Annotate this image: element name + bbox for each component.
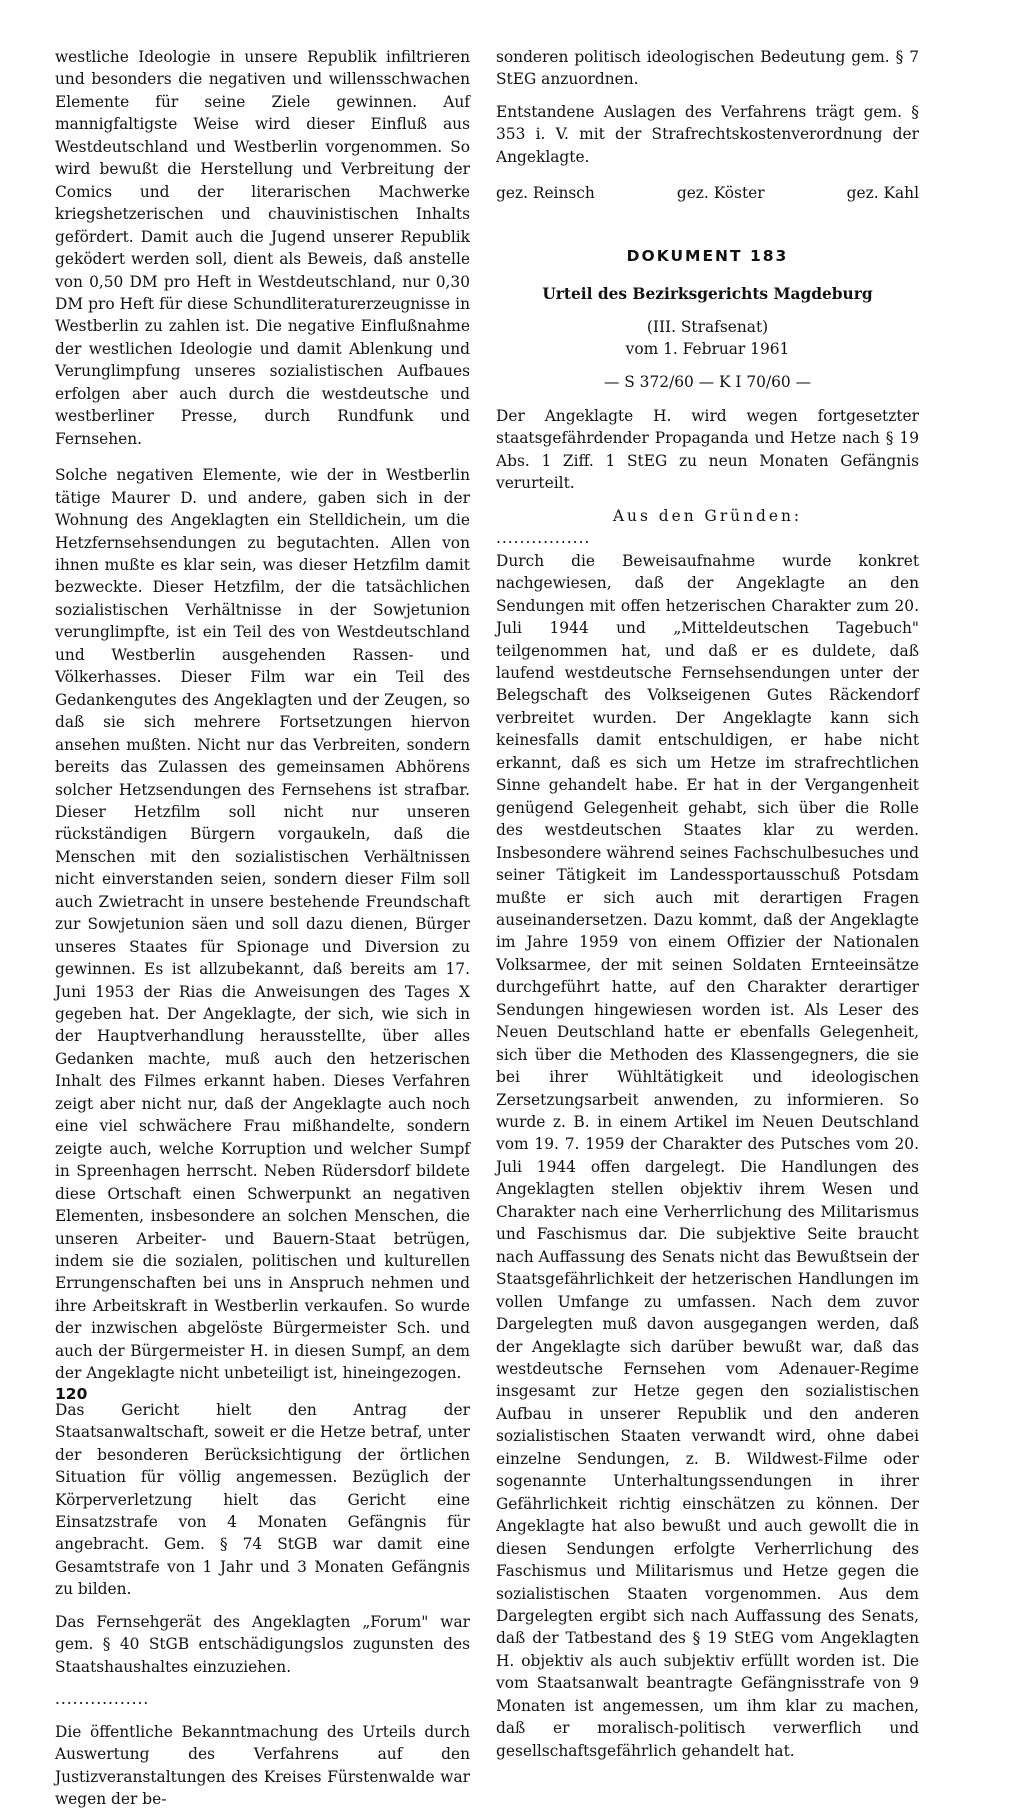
case-reference: — S 372/60 — K I 70/60 — [603,372,812,391]
paragraph-tv-confiscation: Das Fernsehgerät des Angeklagten „Forum" war gem. § 40 StGB entschädigungslos zugunsten des Staatshaushaltes einzuziehen. [55,1612,470,1676]
paragraph-costs: Entstandene Auslagen des Verfahrens trägt gem. § 353 i. V. mit der Strafrechtskostenverordnung der Angeklagte. [496,102,919,166]
signatures [496,182,919,204]
court-heading: Urteil des Bezirksgerichts Magdeburg [542,285,873,304]
left-column [55,46,470,1810]
paragraph-reasons: Durch die Beweisaufnahme wurde konkret nachgewiesen, daß der Angeklagte an den Sendungen mit offen hetzerischen Charakter zum 20. Juli 1944 und „Mitteldeutschen Tagebuch" teilgenommen hat, und daß er es duldete, daß laufend westdeutsche Fernsehsendungen unter der Belegschaft des Volkseigenen Gutes Räckendorf verbreitet wurden. Der Angeklagte kann sich keinesfalls damit entschuldigen, er habe nicht erkannt, daß es sich um Hetze im strafrechtlichen Sinne gehandelt habe. Er hat in der Vergangenheit genügend Gelegenheit gehabt, sich über die Rolle des westdeutschen Staates klar zu werden. Insbesondere während seines Fachschulbesuches und seiner Tätigkeit im Landessportausschuß Potsdam mußte er sich auch mit derartigen Fragen auseinandersetzen. Dazu kommt, daß der Angeklagte im Jahre 1959 von einem Offizier der Nationalen Volksarmee, der mit seinen Soldaten Ernteeinsätze durchgeführt hatte, auf den Charakter derartiger Sendungen hingewiesen worden ist. Als Leser des Neuen Deutschland hatte er ebenfalls Gelegenheit, sich über die Methoden des Klassengegners, die sie bei ihrer Wühltätigkeit und ideologischen Zersetzungsarbeit anwenden, zu informieren. So wurde z. B. in einem Artikel im Neuen Deutschland vom 19. 7. 1959 der Charakter des Putsches vom 20. Juli 1944 offen dargelegt. Die Handlungen des Angeklagten stellen objektiv ihrem Wesen und Charakter nach eine Verherrlichung des Militarismus und Faschismus dar. Die subjektive Seite braucht nach Auffassung des Senats nicht das Bewußtsein der Staatsgefährlichkeit der hetzerischen Handlungen im vollen Umfange zu umfassen. Nach dem zuvor Dargelegten muß davon ausgegangen werden, daß der Angeklagte sich darüber bewußt war, daß das westdeutsche Fernsehen vom Adenauer-Regime insgesamt zur Hetze gegen den sozialistischen Aufbau in unserer Republik und den anderen sozialistischen Staaten verwandt wird, ohne dabei einzelne Sendungen, z. B. Wildwest-Filme oder sogenannte Unterhaltungssendungen in ihrer Gefährlichkeit richtig einschätzen zu können. Der Angeklagte hat also bewußt und auch gewollt die in diesen Sendungen erfolgte Verherrlichung des Faschismus und Militarismus und Hetze gegen die sozialistischen Staaten vorgenommen. Aus dem Dargelegten ergibt sich nach Auffassung des Senats, daß der Tatbestand des § 19 StEG vom Angeklagten H. objektiv als auch subjektiv erfüllt worden ist. Die vom Staatsanwalt beantragte Gefängnisstrafe von 9 Monaten ist angemessen, um ihm klar zu machen, daß er moralisch-politisch verwerflich und gesellschaftsgefährlich gehandelt hat. [496,551,919,1760]
verdict-paragraph: Der Angeklagte H. wird wegen fortgesetzter staatsgefährdender Propaganda und Hetze nach § 19 Abs. 1 Ziff. 1 StEG zu neun Monaten Gefängnis verurteilt. [496,406,919,493]
signature-kahl: gez. Kahl [846,184,919,203]
signature-reinsch: gez. Reinsch [496,184,595,203]
signature-koester: gez. Köster [676,184,765,203]
date-line: vom 1. Februar 1961 [625,340,790,359]
document-title: DOKUMENT 183 [626,246,789,265]
reasons-heading: Aus den Gründen: [612,506,803,525]
omission-dots-right: ................ [496,529,591,548]
omission-dots: ................ [55,1690,150,1709]
paragraph-ideology: westliche Ideologie in unsere Republik infiltrieren und besonders die negativen und willensschwachen Elemente für seine Ziele gewinnen. Auf mannigfaltigste Weise wird dieser Einfluß aus Westdeutschland und Westberlin vorgenommen. So wird bewußt die Herstellung und Verbreitung der Comics und der literarischen Machwerke kriegshetzerischen und chauvinistischen Inhalts gefördert. Damit auch die Jugend unserer Republik geködert werden soll, dient als Beweis, daß anstelle von 0,50 DM pro Heft in Westdeutschland, nur 0,30 DM pro Heft für diese Schundliteraturerzeugnisse in Westberlin zu zahlen ist. Die negative Einflußnahme der westlichen Ideologie und damit Ablenkung und Verunglimpfung unseres sozialistischen Aufbaues erfolgen aber auch durch die westdeutsche und westberliner Presse, durch Rundfunk und Fernsehen. [55,48,470,448]
right-column [496,46,919,1762]
paragraph-publication: Die öffentliche Bekanntmachung des Urteils durch Auswertung des Verfahrens auf den Justizveranstaltungen des Kreises Fürstenwalde war wegen der be- [55,1722,470,1808]
paragraph-negative-elements: Solche negativen Elemente, wie der in Westberlin tätige Maurer D. und andere, gaben sich in der Wohnung des Angeklagten ein Stelldichein, um die Hetzfernsehsendungen zu begutachten. Allen von ihnen mußte es klar sein, was dieser Hetzfilm damit bezweckte. Dieser Hetzfilm, der die tatsächlichen sozialistischen Verhältnisse in der Sowjetunion verunglimpfte, ist ein Teil des von Westdeutschland und Westberlin ausgehenden Rassen- und Völkerhasses. Dieser Film war ein Teil des Gedankengutes des Angeklagten und der Zeugen, so daß sie sich mehrere Fortsetzungen hiervon ansehen mußten. Nicht nur das Verbreiten, sondern bereits das Zulassen des gemeinsamen Abhörens solcher Hetzsendungen des Fernsehens ist strafbar. Dieser Hetzfilm soll nicht nur unseren rückständigen Bürgern vorgaukeln, daß die Menschen mit den sozialistischen Verhältnissen nicht einverstanden seien, sondern dieser Film soll auch Zwietracht in unsere bestehende Freundschaft zur Sowjetunion säen und soll dazu dienen, Bürger unseres Staates für Spionage und Diversion zu gewinnen. Es ist allzubekannt, daß bereits am 17. Juni 1953 der Rias die Anweisungen des Tages X gegeben hat. Der Angeklagte, der sich, wie sich in der Hauptverhandlung herausstellte, über alles Gedanken machte, muß auch den hetzerischen Inhalt des Filmes erkannt haben. Dieses Verfahren zeigt aber nicht nur, daß der Angeklagte auch noch eine viel schwächere Frau mißhandelte, sondern zeigte auch, welche Korruption und welcher Sumpf in Spreenhagen herrscht. Neben Rüdersdorf bildete diese Ortschaft einen Schwerpunkt an negativen Elementen, insbesondere an solchen Menschen, die unseren Arbeiter- und Bauern-Staat betrügen, indem sie die sozialen, politischen und kulturellen Errungenschaften bei uns in Anspruch nehmen und ihre Arbeitskraft in Westberlin verkaufen. So wurde der inzwischen abgelöste Bürgermeister Sch. und auch der Bürgermeister H. in diesen Sumpf, an dem der Angeklagte nicht unbeteiligt ist, hineingezogen. [55,466,470,1383]
senate-line: (III. Strafsenat) [646,317,769,336]
paragraph-publication-continued: sonderen politisch ideologischen Bedeutung gem. § 7 StEG anzuordnen. [496,48,919,89]
page-number: 120 [55,1385,88,1403]
paragraph-sentencing: Das Gericht hielt den Antrag der Staatsanwaltschaft, soweit er die Hetze betraf, unter der besonderen Berücksichtigung der örtlichen Situation für völlig angemessen. Bezüglich der Körperverletzung hielt das Gericht eine Einsatzstrafe von 4 Monaten Gefängnis für angebracht. Gem. § 74 StGB war damit eine Gesamtstrafe von 1 Jahr und 3 Monaten Gefängnis zu bilden. [55,1400,470,1599]
